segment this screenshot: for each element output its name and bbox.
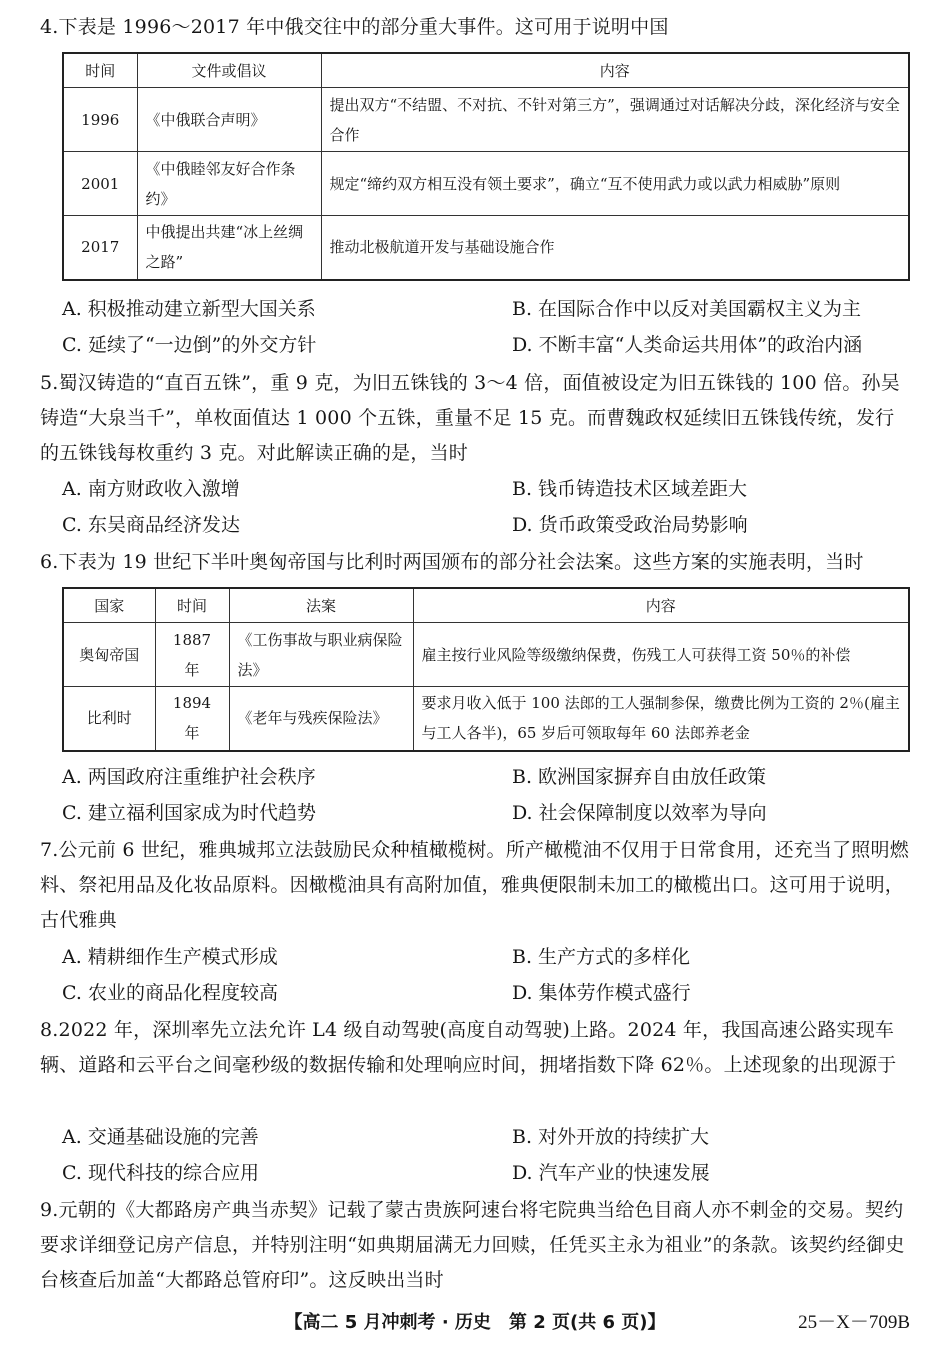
cell-year: 1894 年 xyxy=(155,687,229,751)
cell-law: 《老年与残疾保险法》 xyxy=(229,687,413,751)
q4-option-c: C. 延续了“一边倒”的外交方针 xyxy=(62,334,317,356)
q7-option-c: C. 农业的商品化程度较高 xyxy=(62,982,278,1004)
q4-option-a: A. 积极推动建立新型大国关系 xyxy=(62,298,316,320)
question-6-stem: 6.下表为 19 世纪下半叶奥匈帝国与比利时两国颁布的部分社会法案。这些方案的实施表明，当时 xyxy=(40,551,864,573)
cell-content: 雇主按行业风险等级缴纳保费，伤残工人可获得工资 50％的补偿 xyxy=(413,623,909,687)
table-row xyxy=(63,152,909,216)
table-row xyxy=(63,216,909,280)
q4-option-b: B. 在国际合作中以反对美国霸权主义为主 xyxy=(512,298,862,320)
question-4-stem: 4.下表是 1996～2017 年中俄交往中的部分重大事件。这可用于说明中国 xyxy=(40,16,669,38)
cell-year: 1996 xyxy=(63,88,137,152)
cell-year: 2001 xyxy=(63,152,137,216)
q8-option-c: C. 现代科技的综合应用 xyxy=(62,1162,259,1184)
cell-content: 推动北极航道开发与基础设施合作 xyxy=(321,216,909,280)
question-8-stem: 8.2022 年，深圳率先立法允许 L4 级自动驾驶(高度自动驾驶)上路。2024 年，我国高速公路实现车辆、道路和云平台之间毫秒级的数据传输和处理响应时间，拥堵指数下降 62％。上述现象的出现源于 xyxy=(40,1019,897,1076)
cell-country: 奥匈帝国 xyxy=(63,623,155,687)
table-header-row xyxy=(63,53,909,88)
cell-country: 比利时 xyxy=(63,687,155,751)
q7-option-d: D. 集体劳作模式盛行 xyxy=(512,982,691,1004)
cell-content: 规定“缔约双方相互没有领土要求”，确立“互不使用武力或以武力相威胁”原则 xyxy=(321,152,909,216)
question-9-stem: 9.元朝的《大都路房产典当赤契》记载了蒙古贵族阿速台将宅院典当给色目商人亦不剌金的交易。契约要求详细登记房产信息，并特别注明“如典期届满无力回赎，任凭买主永为祖业”的条款。该契约经御史台核查后加盖“大都路总管府印”。这反映出当时 xyxy=(40,1199,905,1291)
question-7-stem: 7.公元前 6 世纪，雅典城邦立法鼓励民众种植橄榄树。所产橄榄油不仅用于日常食用，还充当了照明燃料、祭祀用品及化妆品原料。因橄榄油具有高附加值，雅典便限制未加工的橄榄出口。这可用于说明，古代雅典 xyxy=(40,839,909,931)
q8-option-a: A. 交通基础设施的完善 xyxy=(62,1126,259,1148)
q8-option-b: B. 对外开放的持续扩大 xyxy=(512,1126,710,1148)
question-6-table xyxy=(62,587,910,752)
header-document: 文件或倡议 xyxy=(137,53,321,88)
cell-document: 《中俄睦邻友好合作条约》 xyxy=(137,152,321,216)
q4-option-d: D. 不断丰富“人类命运共用体”的政治内涵 xyxy=(512,334,863,356)
cell-content: 要求月收入低于 100 法郎的工人强制参保，缴费比例为工资的 2％(雇主与工人各半)，65 岁后可领取每年 60 法郎养老金 xyxy=(413,687,909,751)
q5-option-d: D. 货币政策受政治局势影响 xyxy=(512,514,748,536)
footer-code: 25－X－709B xyxy=(798,1312,910,1333)
q5-option-a: A. 南方财政收入激增 xyxy=(62,478,240,500)
q6-option-a: A. 两国政府注重维护社会秩序 xyxy=(62,766,316,788)
table-header-row xyxy=(63,588,909,623)
header-time: 时间 xyxy=(155,588,229,623)
q8-option-d: D. 汽车产业的快速发展 xyxy=(512,1162,710,1184)
q6-option-b: B. 欧洲国家摒弃自由放任政策 xyxy=(512,766,767,788)
page-footer xyxy=(0,1307,950,1339)
header-law: 法案 xyxy=(229,588,413,623)
question-5-stem: 5.蜀汉铸造的“直百五铢”，重 9 克，为旧五铢钱的 3～4 倍，面值被设定为旧五铢钱的 100 倍。孙吴铸造“大泉当千”，单枚面值达 1 000 个五铢，重量不足 15 克。而曹魏政权延续旧五铢钱传统，发行的五铢钱每枚重约 3 克。对此解读正确的是，当时 xyxy=(40,372,900,464)
header-time: 时间 xyxy=(63,53,137,88)
cell-year: 1887 年 xyxy=(155,623,229,687)
q5-option-c: C. 东吴商品经济发达 xyxy=(62,514,240,536)
q7-option-b: B. 生产方式的多样化 xyxy=(512,946,691,968)
q6-option-c: C. 建立福利国家成为时代趋势 xyxy=(62,802,316,824)
q7-option-a: A. 精耕细作生产模式形成 xyxy=(62,946,278,968)
question-4-table xyxy=(62,52,910,281)
header-content: 内容 xyxy=(413,588,909,623)
cell-content: 提出双方“不结盟、不对抗、不针对第三方”，强调通过对话解决分歧，深化经济与安全合作 xyxy=(321,88,909,152)
q5-option-b: B. 钱币铸造技术区域差距大 xyxy=(512,478,748,500)
q6-option-d: D. 社会保障制度以效率为导向 xyxy=(512,802,767,824)
cell-document: 中俄提出共建“冰上丝绸之路” xyxy=(137,216,321,280)
footer-title: 【高二 5 月冲刺考 · 历史 第 2 页(共 6 页)】 xyxy=(284,1312,666,1333)
header-country: 国家 xyxy=(63,588,155,623)
table-row xyxy=(63,88,909,152)
table-row xyxy=(63,687,909,751)
header-content: 内容 xyxy=(321,53,909,88)
table-row xyxy=(63,623,909,687)
cell-year: 2017 xyxy=(63,216,137,280)
cell-document: 《中俄联合声明》 xyxy=(137,88,321,152)
cell-law: 《工伤事故与职业病保险法》 xyxy=(229,623,413,687)
